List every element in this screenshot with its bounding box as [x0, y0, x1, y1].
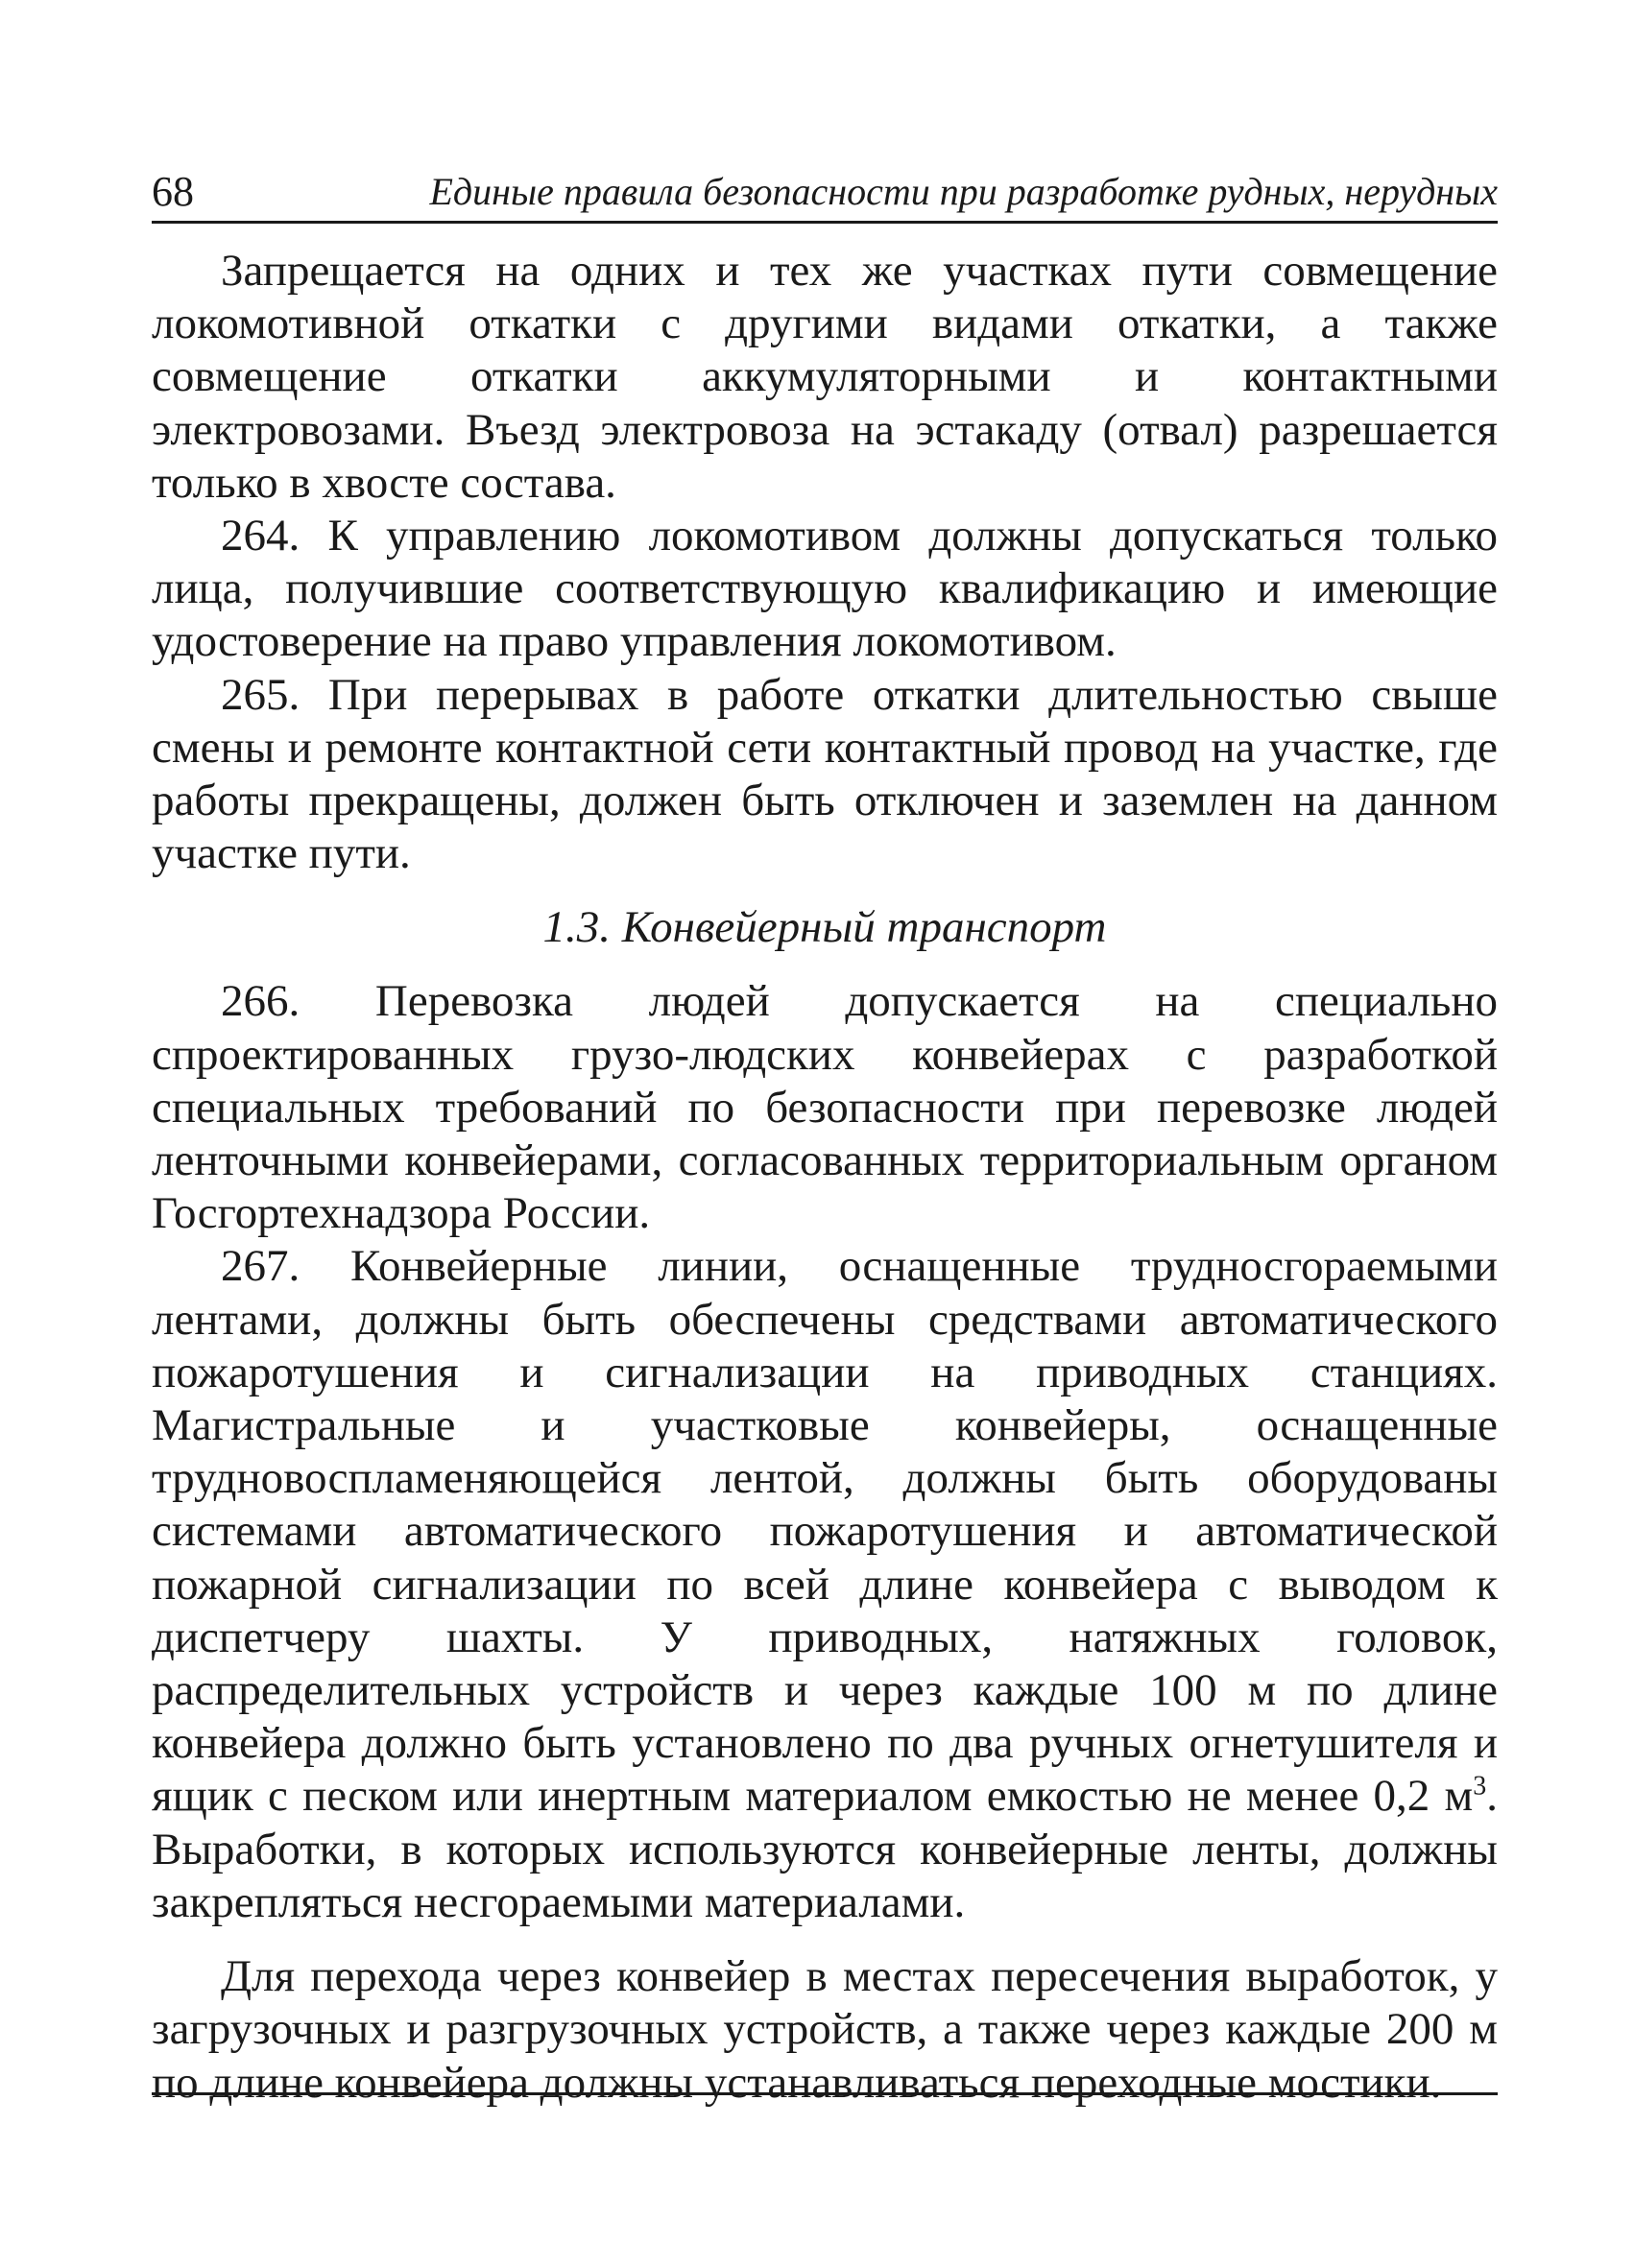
superscript-cubic: 3: [1473, 1771, 1487, 1802]
paragraph-267-text-a: 267. Конвейерные линии, оснащенные трудносгораемыми лентами, должны быть обеспечены средствами автоматического пожаротушения и сигнализации на приводных станциях. Магистральные и участковые конвейеры, оснащенные трудновоспламеняющейся лентой, должны быть оборудованы системами автоматического пожаротушения и автоматической пожарной сигнализации по всей длине конвейера с выводом к диспетчеру шахты. У приводных, натяжных головок, распределительных устройств и через каждые 100 м по длине конвейера должно быть установлено по два ручных огнетушителя и ящик с песком или инертным материалом емкостью не менее 0,2 м: [152, 1241, 1498, 1822]
bottom-rule: [152, 2092, 1498, 2095]
body-text: [152, 245, 1498, 2110]
paragraph-267-text-b: . Выработки, в которых используются конвейерные ленты, должны закрепляться несгораемыми материалами.: [152, 1771, 1498, 1927]
paragraph-264: 264. К управлению локомотивом должны допускаться только лица, получившие соответствующую квалификацию и имеющие удостоверение на право управления локомотивом.: [152, 511, 1498, 667]
paragraph-267: [152, 1240, 1498, 1929]
section-heading: 1.3. Конвейерный транспорт: [542, 902, 1107, 953]
paragraph-265: 265. При перерывах в работе откатки длительностью свыше смены и ремонте контактной сети контактный провод на участке, где работы прекращены, должен быть отключен и заземлен на данном участке пути.: [152, 669, 1498, 879]
running-title: Единые правила безопасности при разработке рудных, нерудных: [429, 170, 1498, 213]
paragraph-crossing: Для перехода через конвейер в местах пересечения выработок, у загрузочных и разгрузочных устройств, а также через каждые 200 м по длине конвейера должны устанавливаться переходные мостики.: [152, 1951, 1498, 2108]
page-number: 68: [152, 168, 194, 215]
paragraph-266: 266. Перевозка людей допускается на специально спроектированных грузо-людских конвейерах с разработкой специальных требований по безопасности при перевозке людей ленточными конвейерами, согласованных территориальным органом Госгортехнадзора России.: [152, 976, 1498, 1239]
running-header: [152, 161, 1498, 224]
paragraph-intro: Запрещается на одних и тех же участках пути совмещение локомотивной откатки с другими видами откатки, а также совмещение откатки аккумуляторными и контактными электровозами. Въезд электровоза на эстакаду (отвал) разрешается только в хвосте состава.: [152, 246, 1498, 508]
